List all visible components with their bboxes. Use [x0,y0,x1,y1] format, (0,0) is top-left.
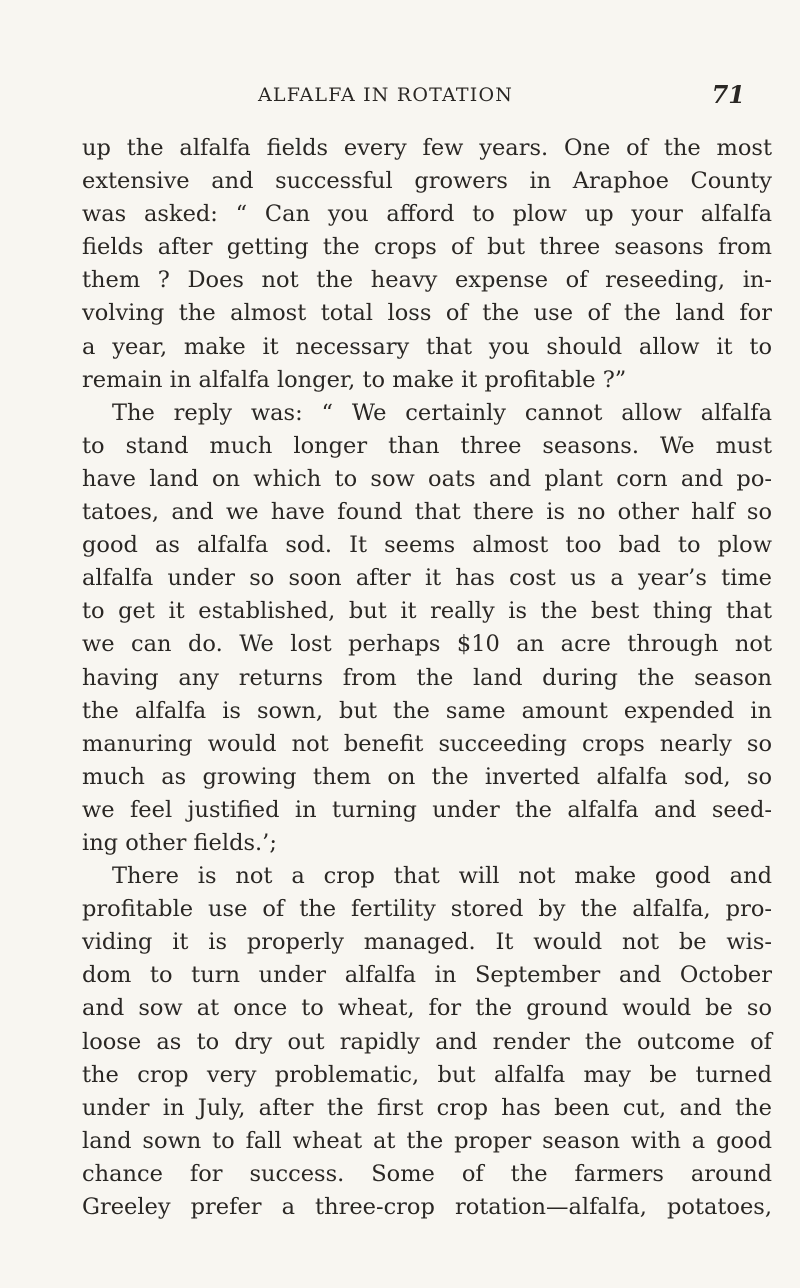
text-line: extensive and successful growers in Araphoe County [82,168,772,195]
running-head-title: ALFALFA IN ROTATION [258,84,514,106]
page-number: 71 [711,80,745,109]
text-line: loose as to dry out rapidly and render the outcome of [82,1028,772,1055]
text-line: dom to turn under alfalfa in September and October [82,962,772,989]
text-line: much as growing them on the inverted alfalfa sod, so [82,763,772,790]
text-line: There is not a crop that will not make good and [112,863,772,890]
text-line: fields after getting the crops of but three seasons from [82,234,772,261]
text-line: and sow at once to wheat, for the ground would be so [82,995,772,1022]
text-line: to get it established, but it really is the best thing that [82,598,772,625]
text-line: good as alfalfa sod. It seems almost too bad to plow [82,532,772,559]
text-line: The reply was: “ We certainly cannot allow alfalfa [112,399,772,426]
text-line: the alfalfa is sown, but the same amount expended in [82,697,772,724]
text-line: chance for success. Some of the farmers around [82,1160,772,1187]
text-line: a year, make it necessary that you should allow it to [82,333,772,360]
text-line: have land on which to sow oats and plant corn and po- [82,465,772,492]
text-line: we can do. We lost perhaps $10 an acre through not [82,631,772,658]
running-head [0,80,800,114]
text-line: them ? Does not the heavy expense of reseeding, in- [82,267,772,294]
text-line: tatoes, and we have found that there is no other half so [82,499,772,526]
text-line: was asked: “ Can you afford to plow up your alfalfa [82,201,772,228]
text-line: manuring would not benefit succeeding crops nearly so [82,730,772,757]
text-line: up the alfalfa fields every few years. One of the most [82,135,772,161]
text-line: remain in alfalfa longer, to make it profitable ?” [82,366,627,393]
text-line: land sown to fall wheat at the proper season with a good [82,1127,772,1154]
text-line: ing other fields.’; [82,829,277,856]
text-line: having any returns from the land during the season [82,664,772,691]
text-line: viding it is properly managed. It would not be wis- [82,929,772,956]
body-text [82,132,772,1224]
text-line: volving the almost total loss of the use of the land for [82,300,772,327]
text-line: profitable use of the fertility stored by the alfalfa, pro- [82,896,772,923]
text-line: alfalfa under so soon after it has cost us a year’s time [82,565,772,592]
text-line: Greeley prefer a three-crop rotation—alfalfa, potatoes, [82,1194,772,1220]
text-line: under in July, after the first crop has been cut, and the [82,1094,772,1121]
text-line: we feel justified in turning under the alfalfa and seed- [82,796,772,823]
text-line: the crop very problematic, but alfalfa may be turned [82,1061,772,1088]
text-line: to stand much longer than three seasons. We must [82,432,772,459]
